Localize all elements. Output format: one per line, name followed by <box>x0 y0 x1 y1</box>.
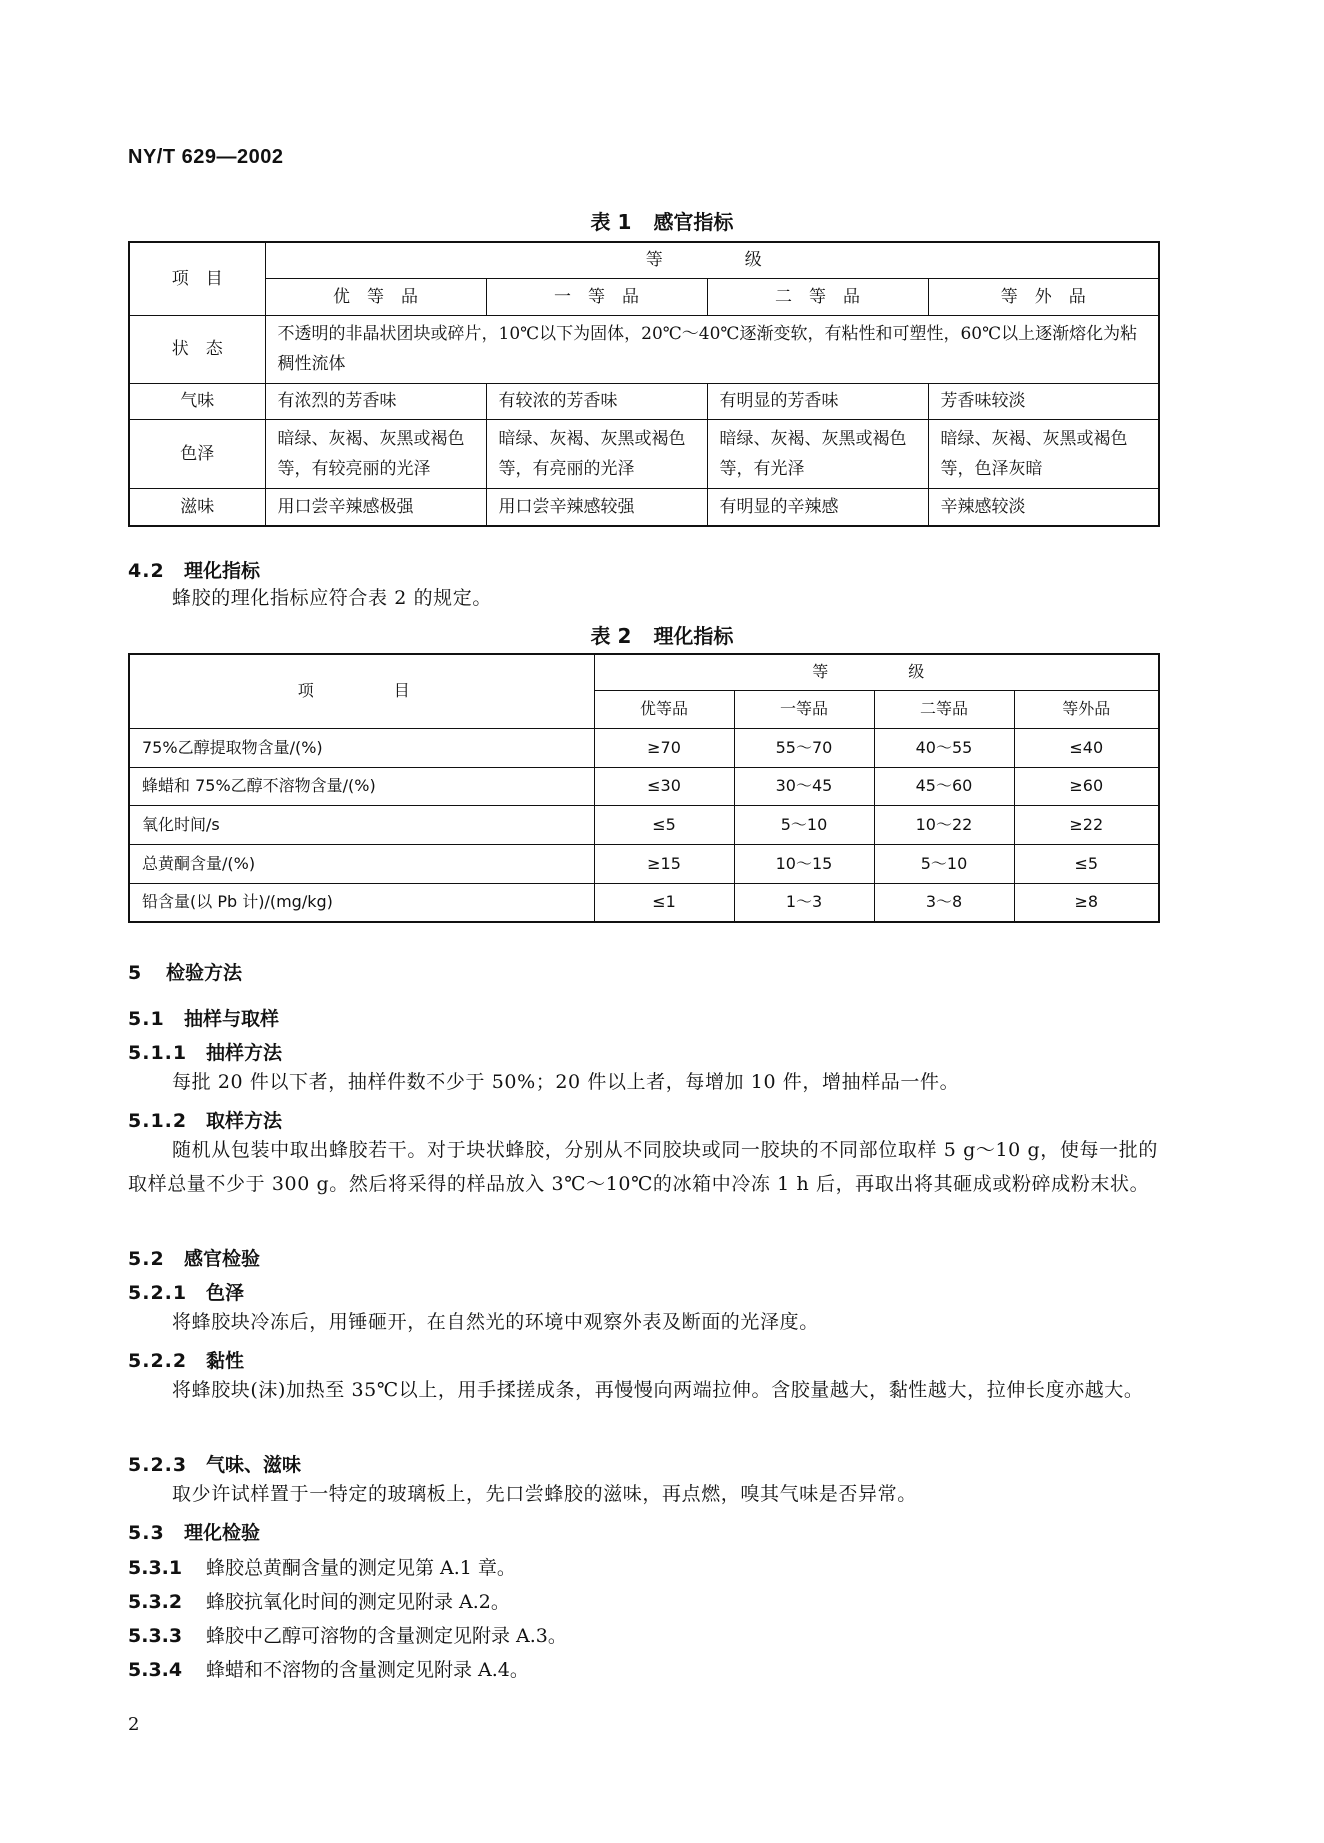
table2-row-label: 蜂蜡和 75%乙醇不溶物含量/(%) <box>129 767 594 805</box>
section-number: 5.2.3 <box>128 1454 188 1476</box>
table2-header-item: 项 目 <box>129 654 594 728</box>
list-item-5-3-2 <box>128 1587 510 1614</box>
section-title: 抽样方法 <box>206 1042 283 1064</box>
section-heading-5-3 <box>128 1518 260 1545</box>
section-number: 5.1.2 <box>128 1110 188 1132</box>
section-number: 5.3 <box>128 1522 165 1544</box>
item-number: 5.3.1 <box>128 1557 183 1579</box>
list-item-5-3-4 <box>128 1655 529 1682</box>
item-number: 5.3.2 <box>128 1591 183 1613</box>
section-title: 抽样与取样 <box>184 1008 280 1030</box>
table2-cell: 30～45 <box>734 767 874 805</box>
table2-cell: ≤5 <box>594 805 734 844</box>
section-title: 检验方法 <box>166 962 243 984</box>
section-title: 感官检验 <box>184 1248 261 1270</box>
table2-title: 理化指标 <box>653 624 734 648</box>
page-number: 2 <box>128 1714 140 1735</box>
table2-cell: ≥70 <box>594 728 734 767</box>
section-number: 4.2 <box>128 560 165 582</box>
table1-caption <box>0 206 1324 235</box>
table2-cell: 1～3 <box>734 883 874 922</box>
item-number: 5.3.4 <box>128 1659 183 1681</box>
table1-row-label: 色泽 <box>129 419 265 488</box>
table2-row-label: 总黄酮含量/(%) <box>129 844 594 883</box>
table1-cell: 暗绿、灰褐、灰黑或褐色等，有较亮丽的光泽 <box>265 419 486 488</box>
table1-row-label: 滋味 <box>129 488 265 526</box>
section-title: 理化指标 <box>184 560 261 582</box>
item-text: 蜂胶总黄酮含量的测定见第 A.1 章。 <box>206 1557 516 1579</box>
table2-cell: 10～22 <box>874 805 1014 844</box>
table1-number: 表 1 <box>590 210 632 234</box>
section-title: 色泽 <box>206 1282 245 1304</box>
paragraph-5-1-1: 每批 20 件以下者，抽样件数不少于 50%；20 件以上者，每增加 10 件，增抽样品一件。 <box>172 1071 960 1093</box>
section-number: 5.1.1 <box>128 1042 188 1064</box>
table1-row-label: 状 态 <box>129 315 265 383</box>
section-heading-4-2 <box>128 556 260 583</box>
table1-grade-header: 二 等 品 <box>707 278 928 315</box>
list-item-5-3-1 <box>128 1553 516 1580</box>
paragraph-5-2-2: 将蜂胶块(沫)加热至 35℃以上，用手揉搓成条，再慢慢向两端拉伸。含胶量越大，黏性越大，拉伸长度亦越大。 <box>172 1379 1144 1401</box>
section-heading-5-1 <box>128 1004 279 1031</box>
table2-cell: 5～10 <box>734 805 874 844</box>
table2-cell: ≥22 <box>1014 805 1159 844</box>
paragraph-5-2-1: 将蜂胶块冷冻后，用锤砸开，在自然光的环境中观察外表及断面的光泽度。 <box>172 1311 819 1333</box>
table2-cell: ≤1 <box>594 883 734 922</box>
table1-grade-header: 一 等 品 <box>486 278 707 315</box>
section-title: 取样方法 <box>206 1110 283 1132</box>
section-number: 5.2 <box>128 1248 165 1270</box>
table2-cell: ≤40 <box>1014 728 1159 767</box>
table2-cell: 10～15 <box>734 844 874 883</box>
table2-row-label: 氧化时间/s <box>129 805 594 844</box>
paragraph-5-1-2: 随机从包装中取出蜂胶若干。对于块状蜂胶，分别从不同胶块或同一胶块的不同部位取样 5 g～10 g，使每一批的取样总量不少于 300 g。然后将采得的样品放入 3℃～10℃的冰箱中冷冻 1 h 后，再取出将其砸成或粉碎成粉末状。 <box>128 1139 1158 1195</box>
section-heading-5-2-3 <box>128 1450 301 1477</box>
table2-cell: 40～55 <box>874 728 1014 767</box>
section-heading-5-2 <box>128 1244 260 1271</box>
table2-cell: 5～10 <box>874 844 1014 883</box>
section-heading-5-2-1 <box>128 1278 244 1305</box>
table2-caption <box>0 620 1324 649</box>
section-heading-5-2-2 <box>128 1346 244 1373</box>
table2-header-grade: 等 级 <box>594 654 1159 690</box>
table1-header-grade: 等 级 <box>265 242 1159 278</box>
section-number: 5.2.2 <box>128 1350 188 1372</box>
table1-cell: 有较浓的芳香味 <box>486 383 707 419</box>
paragraph-4-2: 蜂胶的理化指标应符合表 2 的规定。 <box>172 587 492 609</box>
physicochemical-indicators-table <box>128 653 1160 923</box>
item-number: 5.3.3 <box>128 1625 183 1647</box>
table2-grade-header: 优等品 <box>594 690 734 728</box>
table1-state-description: 不透明的非晶状团块或碎片，10℃以下为固体，20℃～40℃逐渐变软，有粘性和可塑性，60℃以上逐渐熔化为粘稠性流体 <box>265 315 1159 383</box>
table1-cell: 用口尝辛辣感较强 <box>486 488 707 526</box>
table1-cell: 辛辣感较淡 <box>928 488 1159 526</box>
table1-row-label: 气味 <box>129 383 265 419</box>
section-heading-5-1-2 <box>128 1106 282 1133</box>
table1-cell: 暗绿、灰褐、灰黑或褐色等，有亮丽的光泽 <box>486 419 707 488</box>
item-text: 蜂胶中乙醇可溶物的含量测定见附录 A.3。 <box>206 1625 567 1647</box>
document-code: NY/T 629—2002 <box>128 146 284 168</box>
table2-cell: ≤30 <box>594 767 734 805</box>
table2-grade-header: 等外品 <box>1014 690 1159 728</box>
section-number: 5.2.1 <box>128 1282 188 1304</box>
table1-title: 感官指标 <box>653 210 734 234</box>
table2-cell: ≥8 <box>1014 883 1159 922</box>
section-heading-5-1-1 <box>128 1038 282 1065</box>
section-title: 气味、滋味 <box>206 1454 302 1476</box>
table1-grade-header: 等 外 品 <box>928 278 1159 315</box>
section-title: 理化检验 <box>184 1522 261 1544</box>
table2-cell: 45～60 <box>874 767 1014 805</box>
section-heading-5 <box>128 958 242 985</box>
table1-cell: 芳香味较淡 <box>928 383 1159 419</box>
item-text: 蜂胶抗氧化时间的测定见附录 A.2。 <box>206 1591 510 1613</box>
table1-cell: 暗绿、灰褐、灰黑或褐色等，色泽灰暗 <box>928 419 1159 488</box>
table2-grade-header: 二等品 <box>874 690 1014 728</box>
table2-cell: ≥15 <box>594 844 734 883</box>
table1-cell: 有浓烈的芳香味 <box>265 383 486 419</box>
table1-cell: 暗绿、灰褐、灰黑或褐色等，有光泽 <box>707 419 928 488</box>
item-text: 蜂蜡和不溶物的含量测定见附录 A.4。 <box>206 1659 529 1681</box>
section-number: 5.1 <box>128 1008 165 1030</box>
table2-cell: ≤5 <box>1014 844 1159 883</box>
table2-row-label: 75%乙醇提取物含量/(%) <box>129 728 594 767</box>
table1-cell: 有明显的芳香味 <box>707 383 928 419</box>
table1-cell: 用口尝辛辣感极强 <box>265 488 486 526</box>
section-title: 黏性 <box>206 1350 245 1372</box>
table1-grade-header: 优 等 品 <box>265 278 486 315</box>
section-number: 5 <box>128 962 143 984</box>
sensory-indicators-table <box>128 241 1160 527</box>
table2-cell: 55～70 <box>734 728 874 767</box>
list-item-5-3-3 <box>128 1621 567 1648</box>
table2-grade-header: 一等品 <box>734 690 874 728</box>
table2-cell: ≥60 <box>1014 767 1159 805</box>
table2-number: 表 2 <box>590 624 632 648</box>
paragraph-5-2-3: 取少许试样置于一特定的玻璃板上，先口尝蜂胶的滋味，再点燃，嗅其气味是否异常。 <box>172 1483 917 1505</box>
table1-header-item: 项 目 <box>129 242 265 315</box>
table2-cell: 3～8 <box>874 883 1014 922</box>
table1-cell: 有明显的辛辣感 <box>707 488 928 526</box>
table2-row-label: 铅含量(以 Pb 计)/(mg/kg) <box>129 883 594 922</box>
